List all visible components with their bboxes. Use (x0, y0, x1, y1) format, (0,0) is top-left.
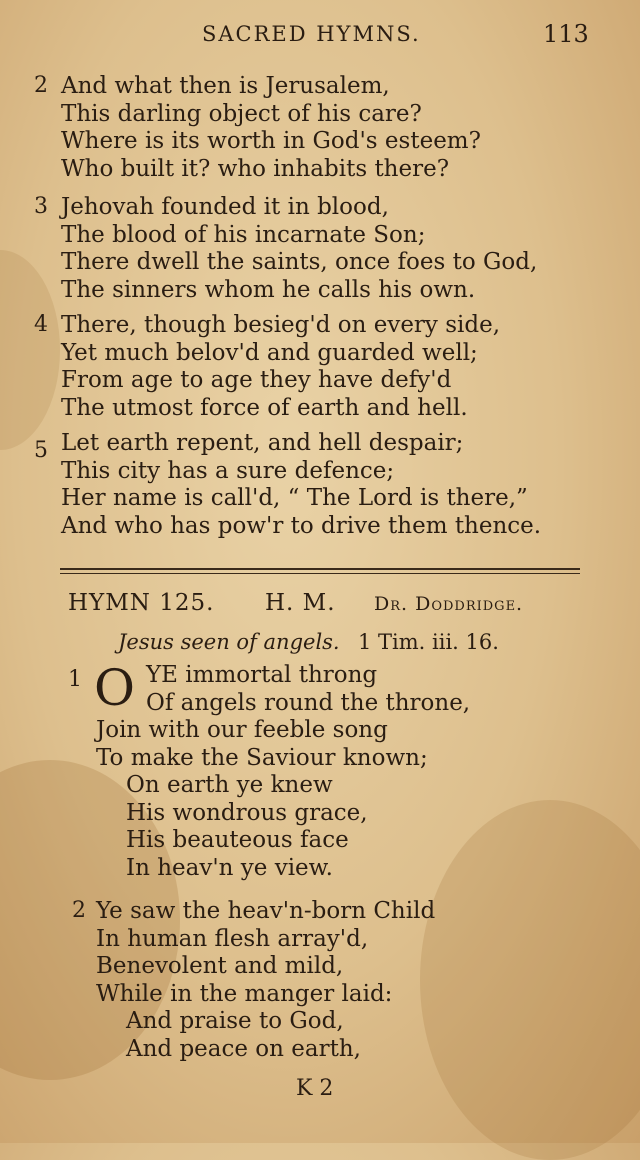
verse-line: The sinners whom he calls his own. (61, 276, 476, 303)
verse-line: While in the manger laid: (96, 980, 393, 1007)
verse-number: 3 (34, 194, 48, 219)
verse-line: Jehovah founded it in blood, (61, 194, 389, 220)
hymn-subtitle (118, 630, 499, 654)
signature-mark: K 2 (296, 1076, 334, 1101)
verse-line: His beauteous face (126, 827, 349, 853)
verse-number: 4 (34, 312, 48, 337)
subtitle-text: Jesus seen of angels. (118, 630, 340, 654)
verse-line: In heav'n ye view. (126, 854, 333, 881)
verse-number: 2 (34, 73, 48, 98)
hymn-title: HYMN 125. (68, 590, 215, 616)
verse-number: 1 (68, 667, 82, 692)
verse-line: Yet much belov'd and guarded well; (61, 339, 478, 366)
verse-number: 2 (72, 898, 86, 923)
verse-number: 5 (34, 438, 48, 463)
verse-stanza-2 (34, 73, 594, 183)
verse-stanza-3 (34, 194, 594, 304)
hymn-stanza-2 (0, 898, 560, 1063)
page-header (0, 20, 640, 50)
verse-line: This city has a sure defence; (61, 457, 395, 484)
page-number: 113 (543, 20, 589, 48)
verse-line: In human flesh array'd, (96, 925, 369, 952)
verse-line: Benevolent and mild, (96, 953, 344, 979)
verse-line: Join with our feeble song (96, 717, 388, 743)
verse-stanza-5 (34, 430, 594, 540)
hymn-heading (68, 590, 588, 624)
verse-line: And who has pow'r to drive them thence. (61, 512, 542, 539)
verse-line: Who built it? who inhabits there? (61, 155, 450, 182)
verse-line: There, though besieg'd on every side, (61, 312, 501, 338)
hymn-stanza-1 (0, 659, 560, 882)
verse-line: From age to age they have defy'd (61, 367, 452, 393)
running-title: SACRED HYMNS. (202, 22, 421, 46)
verse-line: His wondrous grace, (126, 799, 368, 826)
verse-line: This darling object of his care? (61, 100, 422, 127)
verse-line: There dwell the saints, once foes to God, (61, 249, 538, 275)
verse-line: Ye saw the heav'n-born Child (96, 898, 436, 924)
drop-cap: O (94, 659, 135, 717)
verse-line: The blood of his incarnate Son; (61, 221, 426, 248)
hymn-author: Dr. Doddridge. (374, 593, 524, 615)
verse-line: To make the Saviour known; (96, 744, 428, 771)
verse-line: Where is its worth in God's esteem? (61, 128, 481, 154)
section-divider (60, 568, 580, 570)
verse-line: Her name is call'd, “ The Lord is there,” (61, 485, 528, 511)
verse-line: Let earth repent, and hell despair; (61, 430, 464, 456)
hymn-meter: H. M. (265, 590, 336, 616)
verse-line: YE immortal throng (146, 662, 378, 688)
verse-line: The utmost force of earth and hell. (61, 394, 468, 421)
verse-line: And praise to God, (126, 1008, 344, 1034)
verse-stanza-4 (34, 312, 594, 422)
verse-line: Of angels round the throne, (146, 689, 471, 716)
verse-line: And what then is Jerusalem, (61, 73, 390, 99)
verse-line: On earth ye knew (126, 772, 333, 798)
scripture-reference: 1 Tim. iii. 16. (358, 630, 499, 654)
section-divider (60, 573, 580, 574)
verse-line: And peace on earth, (126, 1035, 361, 1062)
